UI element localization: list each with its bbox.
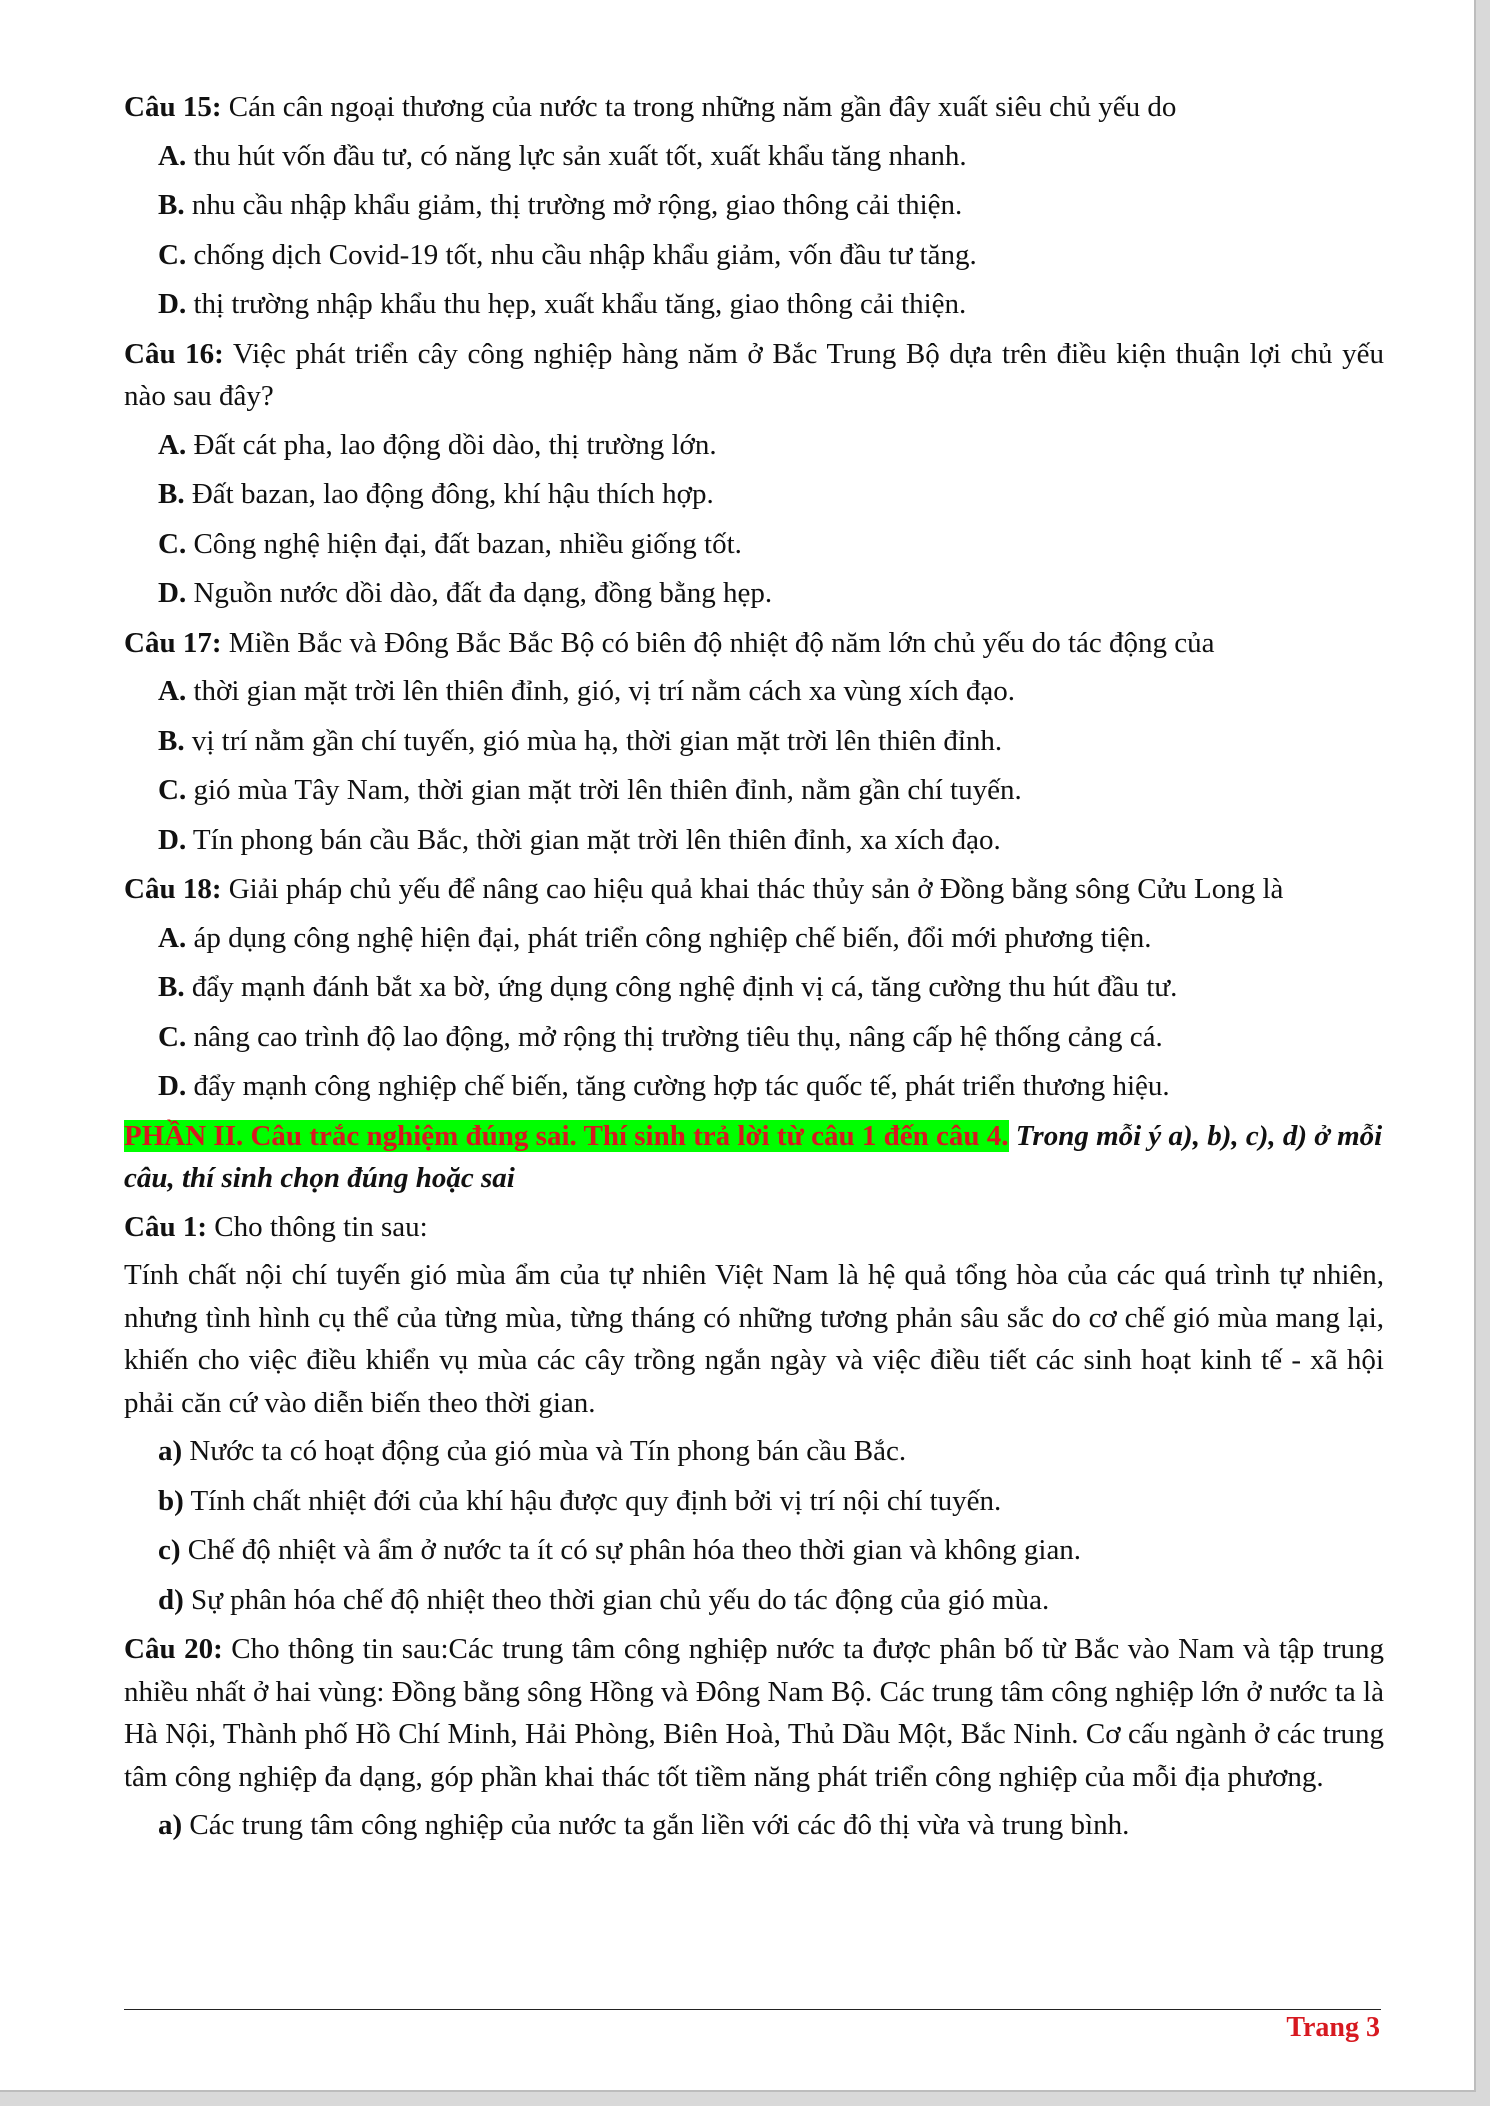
statement-letter: d) [158,1583,184,1616]
statement-text: Chế độ nhiệt và ẩm ở nước ta ít có sự phân hóa theo thời gian và không gian. [180,1534,1082,1566]
statement-text: Sự phân hóa chế độ nhiệt theo thời gian chủ yếu do tác động của gió mùa. [183,1583,1050,1616]
option-b [124,473,1384,516]
question-15 [124,86,1384,129]
option-text: Tín phong bán cầu Bắc, thời gian mặt trời lên thiên đỉnh, xa xích đạo. [186,823,1001,856]
page-number: Trang 3 [1286,2012,1380,2043]
question-label: Câu 1: [124,1210,207,1243]
option-d [124,572,1384,615]
option-d [124,1065,1384,1108]
question-label: Câu 18: [124,873,222,905]
option-letter: D. [158,823,187,856]
option-b [124,184,1384,227]
option-text: thời gian mặt trời lên thiên đỉnh, gió, vị trí nằm cách xa vùng xích đạo. [186,675,1015,707]
option-text: chống dịch Covid-19 tốt, nhu cầu nhập khẩu giảm, vốn đầu tư tăng. [186,238,977,271]
option-letter: C. [158,527,187,560]
option-text: Công nghệ hiện đại, đất bazan, nhiều giống tốt. [186,527,742,560]
question-label: Câu 20: [124,1633,223,1665]
question-stem: Cho thông tin sau:Các trung tâm công nghiệp nước ta được phân bố từ Bắc vào Nam và tập trung nhiều nhất ở hai vùng: Đồng bằng sông Hồng và Đông Nam Bộ. Các trung tâm công nghiệp lớn ở nước ta là Hà Nội, Thành phố Hồ Chí Minh, Hải Phòng, Biên Hoà, Thủ Dầu Một, Bắc Ninh. Cơ cấu ngành ở các trung tâm công nghiệp đa dạng, góp phần khai thác tốt tiềm năng phát triển công nghiệp của mỗi địa phương. [124,1633,1384,1793]
option-letter: C. [158,238,187,271]
option-letter: C. [158,1020,187,1053]
question-stem: Giải pháp chủ yếu để nâng cao hiệu quả khai thác thủy sản ở Đồng bằng sông Cửu Long là [221,873,1284,905]
option-letter: D. [158,577,187,609]
option-letter: B. [158,724,185,757]
option-text: áp dụng công nghệ hiện đại, phát triển công nghiệp chế biến, đổi mới phương tiện. [186,921,1152,954]
option-text: đẩy mạnh công nghiệp chế biến, tăng cường hợp tác quốc tế, phát triển thương hiệu. [186,1070,1170,1102]
section-2-heading [124,1115,1384,1200]
question-stem: Cho thông tin sau: [206,1210,428,1243]
passage: Tính chất nội chí tuyến gió mùa ẩm của tự nhiên Việt Nam là hệ quả tổng hòa của các quá trình tự nhiên, nhưng tình hình cụ thể của từng mùa, từng tháng có những tương phản sâu sắc do cơ chế gió mùa mang lại, khiến cho việc điều khiển vụ mùa các cây trồng ngắn ngày và việc điều tiết các sinh hoạt kinh tế - xã hội phải căn cứ vào diễn biến theo thời gian. [124,1259,1384,1419]
statement-a [124,1430,1384,1473]
question-17 [124,622,1384,665]
option-letter: A. [158,675,187,707]
question-stem: Miền Bắc và Đông Bắc Bắc Bộ có biên độ nhiệt độ năm lớn chủ yếu do tác động của [221,626,1215,659]
option-letter: D. [158,288,187,320]
option-text: vị trí nằm gần chí tuyến, gió mùa hạ, thời gian mặt trời lên thiên đỉnh. [184,724,1003,757]
option-letter: C. [158,774,187,806]
option-c [124,523,1384,566]
option-a [124,917,1384,960]
option-c [124,1016,1384,1059]
option-text: Đất cát pha, lao động dồi dào, thị trường lớn. [186,428,717,461]
option-a [124,135,1384,178]
question-stem: Việc phát triển cây công nghiệp hàng năm ở Bắc Trung Bộ dựa trên điều kiện thuận lợi chủ yếu nào sau đây? [124,337,1384,412]
page-content [124,86,1384,1854]
option-b [124,966,1384,1009]
statement-a [124,1804,1384,1847]
option-letter: A. [158,139,187,172]
question-label: Câu 17: [124,626,222,659]
option-a [124,670,1384,713]
question-label: Câu 16: [124,337,224,370]
statement-text: Nước ta có hoạt động của gió mùa và Tín phong bán cầu Bắc. [182,1435,907,1467]
question-stem: Cán cân ngoại thương của nước ta trong những năm gần đây xuất siêu chủ yếu do [221,91,1177,123]
option-a [124,424,1384,467]
option-c [124,769,1384,812]
option-c [124,234,1384,277]
statement-letter: a) [158,1809,183,1841]
statement-text: Các trung tâm công nghiệp của nước ta gắn liền với các đô thị vừa và trung bình. [182,1809,1130,1841]
option-letter: A. [158,428,187,461]
question-20 [124,1628,1384,1798]
option-text: thị trường nhập khẩu thu hẹp, xuất khẩu tăng, giao thông cải thiện. [186,288,967,320]
option-letter: D. [158,1070,187,1102]
statement-letter: c) [158,1534,181,1566]
section-2-instruction: Trong mỗi ý a), b), c), d) ở mỗi câu, thí sinh chọn đúng hoặc sai [124,1119,1383,1194]
option-letter: B. [158,478,185,510]
section-2-highlight: PHẦN II. Câu trắc nghiệm đúng sai. Thí sinh trả lời từ câu 1 đến câu 4. [124,1119,1009,1152]
option-b [124,720,1384,763]
question-label: Câu 15: [124,91,222,123]
option-text: gió mùa Tây Nam, thời gian mặt trời lên thiên đỉnh, nằm gần chí tuyến. [186,774,1022,806]
option-text: thu hút vốn đầu tư, có năng lực sản xuất tốt, xuất khẩu tăng nhanh. [186,139,967,172]
option-text: nâng cao trình độ lao động, mở rộng thị trường tiêu thụ, nâng cấp hệ thống cảng cá. [186,1020,1163,1053]
option-text: nhu cầu nhập khẩu giảm, thị trường mở rộng, giao thông cải thiện. [184,189,963,221]
option-letter: B. [158,971,185,1003]
option-letter: A. [158,921,187,954]
question-16 [124,333,1384,418]
statement-c [124,1529,1384,1572]
question-1 [124,1206,1384,1249]
question-18 [124,868,1384,911]
option-d [124,283,1384,326]
option-text: Đất bazan, lao động đông, khí hậu thích hợp. [184,478,714,510]
statement-b [124,1480,1384,1523]
statement-letter: a) [158,1435,183,1467]
footer-divider [124,2009,1381,2010]
option-letter: B. [158,189,185,221]
option-d [124,819,1384,862]
statement-text: Tính chất nhiệt đới của khí hậu được quy định bởi vị trí nội chí tuyến. [183,1484,1002,1517]
option-text: Nguồn nước dồi dào, đất đa dạng, đồng bằng hẹp. [186,577,773,609]
statement-letter: b) [158,1484,184,1517]
statement-d [124,1579,1384,1622]
option-text: đẩy mạnh đánh bắt xa bờ, ứng dụng công nghệ định vị cá, tăng cường thu hút đầu tư. [184,971,1178,1003]
